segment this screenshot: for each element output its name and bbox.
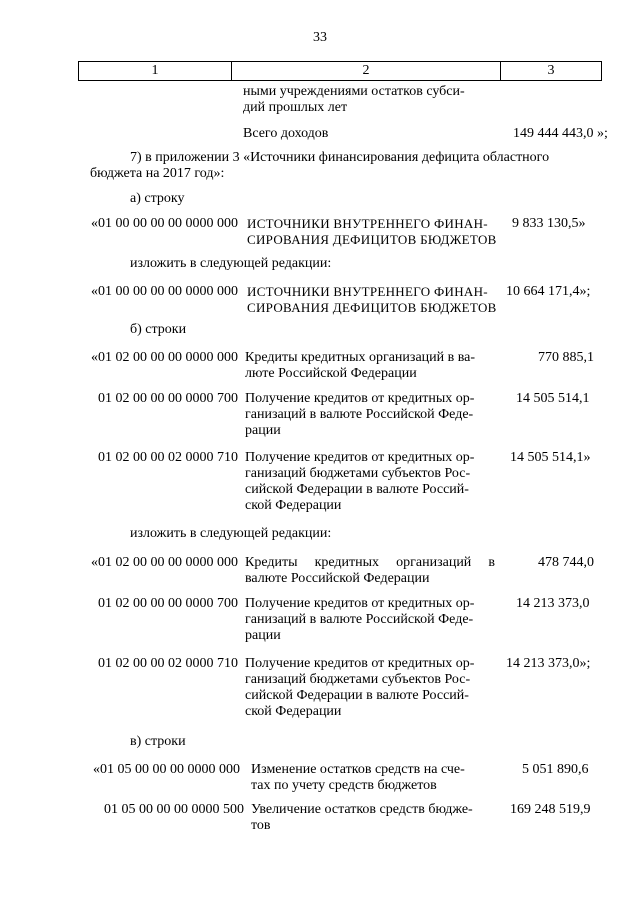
total-income-label: Всего доходов xyxy=(243,126,329,141)
row-value: 14 213 373,0»; xyxy=(506,656,591,671)
continuation-text: ными учреждениями остатков субси- дий прошлых лет xyxy=(243,84,465,115)
row-description: Кредиты кредитных организаций в ва- люте Российской Федерации xyxy=(245,350,476,381)
row-value: 14 213 373,0 xyxy=(516,596,590,611)
row-code: 01 02 00 00 00 0000 700 xyxy=(98,391,238,406)
row-code: «01 02 00 00 00 0000 000 xyxy=(91,555,238,570)
edit-intro-a: изложить в следующей редакции: xyxy=(130,256,332,271)
row-value: 5 051 890,6 xyxy=(522,762,589,777)
row-value: 10 664 171,4»; xyxy=(506,284,591,299)
row-description: Получение кредитов от кредитных ор- ганизаций бюджетами субъектов Рос- сийской Федерации в валюте Россий- ской Федерации xyxy=(245,656,475,719)
row-value: 14 505 514,1» xyxy=(510,450,591,465)
row-code: «01 00 00 00 00 0000 000 xyxy=(91,216,238,231)
item-7-text-cont: бюджета на 2017 год»: xyxy=(90,166,225,181)
page-number: 33 xyxy=(313,30,327,45)
edit-intro-b: изложить в следующей редакции: xyxy=(130,526,332,541)
row-code: 01 02 00 00 00 0000 700 xyxy=(98,596,238,611)
row-description: Получение кредитов от кредитных ор- ганизаций в валюте Российской Феде- рации xyxy=(245,596,475,643)
row-value: 9 833 130,5» xyxy=(512,216,586,231)
subitem-a-label: а) строку xyxy=(130,191,185,206)
subitem-b-label: б) строки xyxy=(130,322,187,337)
subitem-c-label: в) строки xyxy=(130,734,186,749)
row-description: ИСТОЧНИКИ ВНУТРЕННЕГО ФИНАН- СИРОВАНИЯ ДЕФИЦИТОВ БЮДЖЕТОВ xyxy=(247,216,497,247)
row-value: 478 744,0 xyxy=(538,555,594,570)
row-value: 770 885,1 xyxy=(538,350,594,365)
row-description: Получение кредитов от кредитных ор- ганизаций бюджетами субъектов Рос- сийской Федерации в валюте Россий- ской Федерации xyxy=(245,450,475,513)
row-value: 169 248 519,9 xyxy=(510,802,591,817)
row-description: Изменение остатков средств на сче- тах по учету средств бюджетов xyxy=(251,762,465,793)
item-7-text: 7) в приложении 3 «Источники финансирования дефицита областного xyxy=(130,150,550,165)
row-code: «01 00 00 00 00 0000 000 xyxy=(91,284,238,299)
row-code: 01 02 00 00 02 0000 710 xyxy=(98,450,238,465)
row-value: 14 505 514,1 xyxy=(516,391,590,406)
column-header-2: 2 xyxy=(232,62,501,81)
row-code: «01 05 00 00 00 0000 000 xyxy=(93,762,240,777)
row-description: Кредиты кредитных организаций в валюте Российской Федерации xyxy=(245,555,495,586)
row-code: 01 05 00 00 00 0000 500 xyxy=(104,802,244,817)
column-header-1: 1 xyxy=(79,62,232,81)
row-description: ИСТОЧНИКИ ВНУТРЕННЕГО ФИНАН- СИРОВАНИЯ ДЕФИЦИТОВ БЮДЖЕТОВ xyxy=(247,284,497,315)
row-code: «01 02 00 00 00 0000 000 xyxy=(91,350,238,365)
row-description: Увеличение остатков средств бюдже- тов xyxy=(251,802,473,833)
column-header-table xyxy=(78,61,602,81)
column-header-3: 3 xyxy=(501,62,602,81)
total-income-value: 149 444 443,0 »; xyxy=(513,126,608,141)
row-description: Получение кредитов от кредитных ор- ганизаций в валюте Российской Феде- рации xyxy=(245,391,475,438)
row-code: 01 02 00 00 02 0000 710 xyxy=(98,656,238,671)
